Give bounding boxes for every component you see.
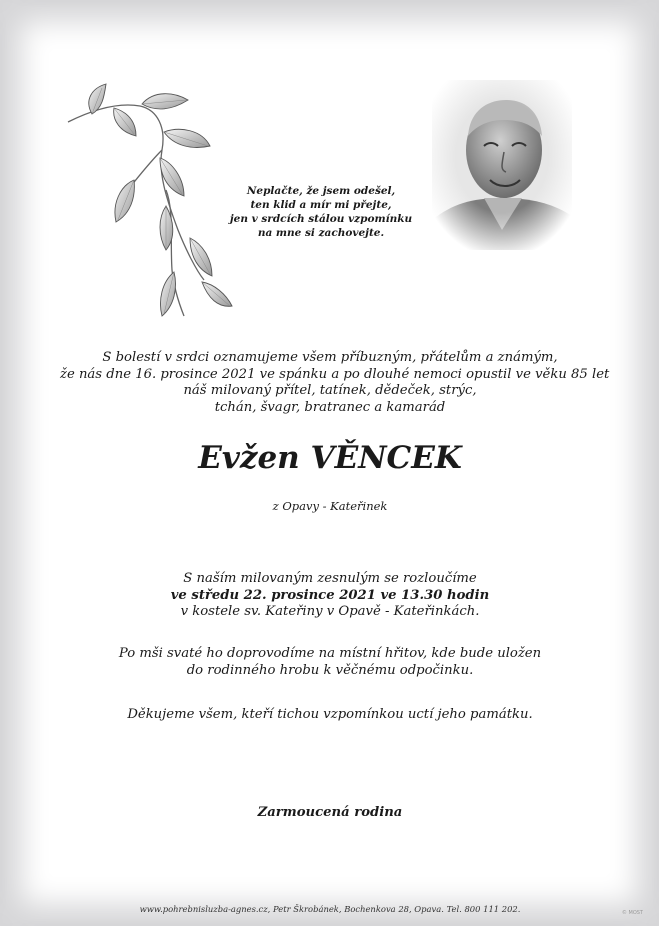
burial-line: do rodinného hrobu k věčnému odpočinku. <box>186 662 474 678</box>
deceased-name: Evžen VĚNCEK <box>198 440 462 476</box>
burial-info <box>60 646 600 679</box>
announcement-line: S bolestí v srdci oznamujeme všem příbuzným, přátelům a známým, <box>102 350 558 365</box>
ceremony-line: S naším milovaným zesnulým se rozloučíme <box>183 571 477 586</box>
deceased-origin: z Opavy - Kateřinek <box>272 499 388 513</box>
funeral-service-footer: www.pohrebnisluzba-agnes.cz, Petr Škrobánek, Bochenkova 28, Opava. Tel. 800 111 202. <box>139 904 521 914</box>
poem-line: ten klid a mír mi přejte, <box>250 199 392 211</box>
birch-branch-icon <box>62 80 247 330</box>
poem-line: Neplačte, že jsem odešel, <box>246 185 396 197</box>
burial-line: Po mši svaté ho doprovodíme na místní hřitov, kde bude uložen <box>118 646 542 661</box>
announcement-line: že nás dne 16. prosince 2021 ve spánku a po dlouhé nemoci opustil ve věku 85 let <box>60 366 610 382</box>
ceremony-info <box>60 571 600 621</box>
announcement <box>60 350 610 416</box>
thanks-line: Děkujeme všem, kteří tichou vzpomínkou uctí jeho památku. <box>127 707 533 722</box>
print-mark: © MOST <box>621 910 643 916</box>
family-signature: Zarmoucená rodina <box>257 805 403 820</box>
poem-line: jen v srdcích stálou vzpomínku <box>229 213 413 225</box>
ceremony-date-time: ve středu 22. prosince 2021 ve 13.30 hodin <box>170 587 490 603</box>
announcement-line: náš milovaný přítel, tatínek, dědeček, strýc, <box>183 383 477 398</box>
poem-line: na mne si zachovejte. <box>257 227 385 239</box>
poem <box>222 184 420 240</box>
thanks-text <box>60 707 600 724</box>
portrait-photo <box>432 80 572 250</box>
announcement-line: tchán, švagr, bratranec a kamarád <box>214 399 446 415</box>
ceremony-location: v kostele sv. Kateřiny v Opavě - Kateřinkách. <box>180 604 480 619</box>
